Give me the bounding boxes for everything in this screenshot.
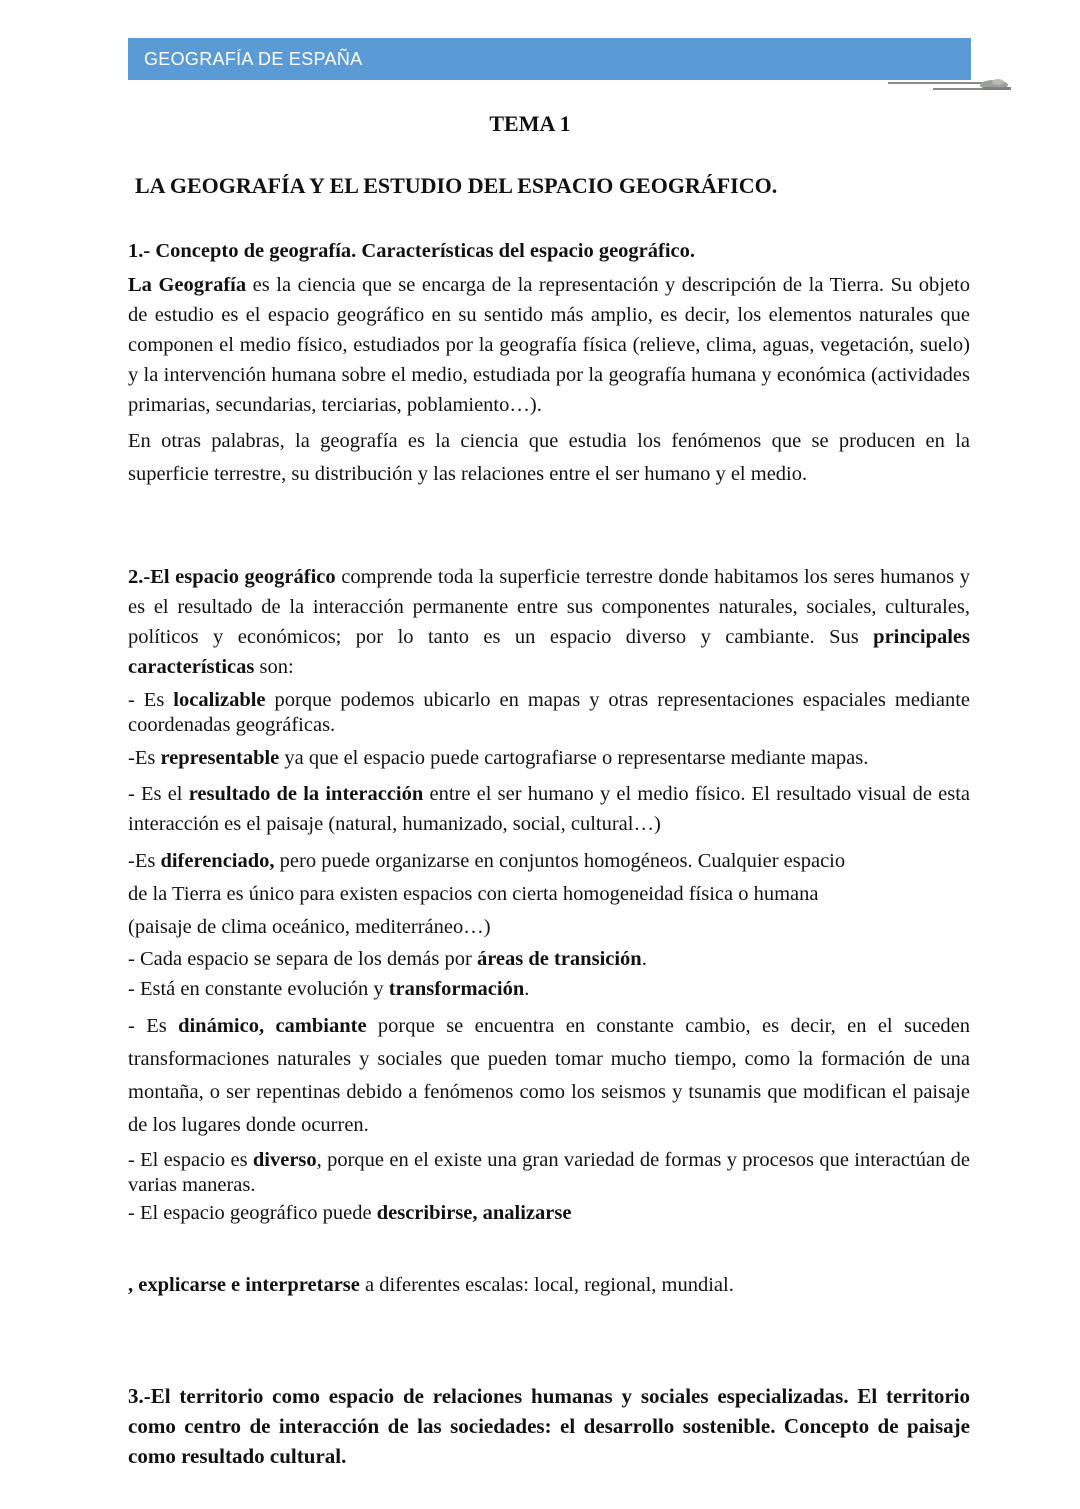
characteristic-dinamico: - Es dinámico, cambiante porque se encuentra en constante cambio, es decir, en el suceden transformaciones naturales y sociales que pueden tomar mucho tiempo, como la formación de una montaña, o ser repentinas debido a fenómenos como los seismos y tsunamis que modifican el paisaje de los lugares donde ocurren. — [128, 1015, 971, 1136]
term-geografia: La Geografía — [128, 274, 247, 296]
characteristic-escalas: , explicarse e interpretarse a diferentes escalas: local, regional, mundial. — [128, 1274, 734, 1296]
section-1-paragraph-2: En otras palabras, la geografía es la ciencia que estudia los fenómenos que se producen en la superficie terrestre, su distribución y las relaciones entre el ser humano y el medio. — [128, 430, 970, 485]
characteristic-diferenciado: -Es diferenciado, pero puede organizarse en conjuntos homogéneos. Cualquier espacio de la Tierra es único para existen espacios con cierta homogeneidad física o humana (paisaje de clima oceánico, mediterráneo…) — [128, 850, 846, 938]
characteristic-transformacion: - Está en constante evolución y transformación. — [128, 978, 530, 1000]
document-header-bar — [128, 38, 971, 80]
main-title: LA GEOGRAFÍA Y EL ESTUDIO DEL ESPACIO GEOGRÁFICO. — [135, 173, 778, 198]
section-3 — [128, 1381, 970, 1471]
section-3-heading: 3.-El territorio como espacio de relaciones humanas y sociales especializadas. El territorio como centro de interacción de las sociedades: el desarrollo sostenible. Concepto de paisaje como resultado cultural. — [128, 1384, 970, 1468]
tema-title: TEMA 1 — [489, 111, 571, 136]
section-1-heading: 1.- Concepto de geografía. Características del espacio geográfico. — [128, 240, 696, 262]
characteristic-representable: -Es representable ya que el espacio puede cartografiarse o representarse mediante mapas. — [128, 747, 869, 769]
characteristic-diverso: - El espacio es diverso, porque en el existe una gran variedad de formas y procesos que interactúan de varias maneras. — [128, 1149, 970, 1196]
section-2 — [128, 562, 970, 1300]
characteristic-localizable: - Es localizable porque podemos ubicarlo en mapas y otras representaciones espaciales mediante coordenadas geográficas. — [128, 689, 971, 736]
section-1-paragraph-1: La Geografía es la ciencia que se encarga de la representación y descripción de la Tierra. Su objeto de estudio es el espacio geográfico en su sentido más amplio, es decir, los elementos naturales que componen el medio físico, estudiados por la geografía física (relieve, clima, aguas, vegetación, suelo) y la intervención humana sobre el medio, estudiada por la geografía humana y económica (actividades primarias, secundarias, terciarias, poblamiento…). — [128, 274, 970, 416]
header-title: GEOGRAFÍA DE ESPAÑA — [144, 49, 363, 69]
section-1 — [128, 236, 970, 491]
characteristic-interaccion: - Es el resultado de la interacción entre el ser humano y el medio físico. El resultado visual de esta interacción es el paisaje (natural, humanizado, social, cultural…) — [128, 783, 970, 835]
section-2-intro: 2.-El espacio geográfico comprende toda la superficie terrestre donde habitamos los seres humanos y es el resultado de la interacción permanente entre sus componentes naturales, sociales, culturales, políticos y económicos; por lo tanto es un espacio diverso y cambiante. Sus principales características son: — [128, 566, 970, 678]
characteristic-describirse: - El espacio geográfico puede describirse, analizarse — [128, 1202, 572, 1224]
characteristic-transicion: - Cada espacio se separa de los demás por áreas de transición. — [128, 948, 647, 970]
header-ornament-icon — [888, 76, 1016, 96]
